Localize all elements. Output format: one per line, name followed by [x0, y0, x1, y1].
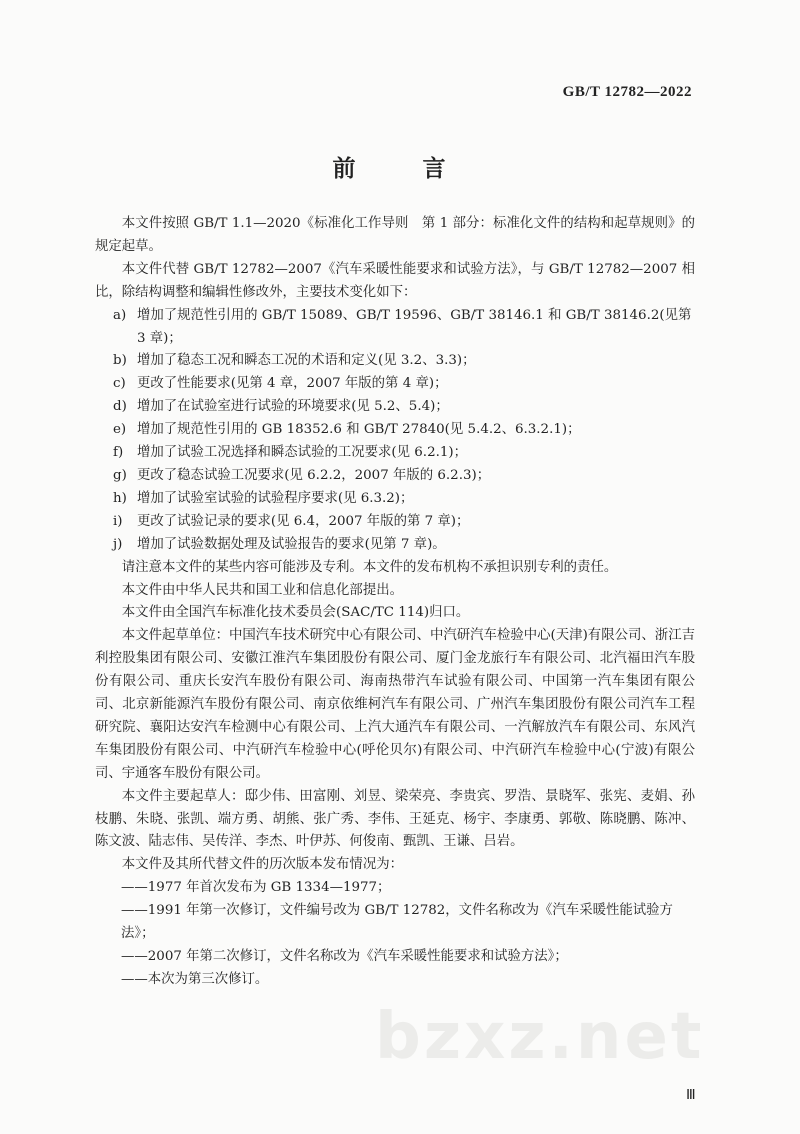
paragraph: 本文件由全国汽车标准化技术委员会(SAC/TC 114)归口。 — [121, 605, 470, 621]
history-list — [95, 877, 695, 992]
list-item-text: 更改了性能要求(见第 4 章，2007 年版的第 4 章)； — [137, 376, 448, 392]
history-item: ——1977 年首次发布为 GB 1334—1977； — [121, 880, 391, 896]
standard-code: GB/T 12782—2022 — [562, 84, 692, 100]
list-item-text: 增加了规范性引用的 GB/T 15089、GB/T 19596、GB/T 38146.1 和 GB/T 38146.2(见第 3 章)； — [137, 307, 692, 346]
list-item-tag: c) — [113, 376, 126, 392]
list-item — [95, 373, 695, 396]
list-item — [95, 488, 695, 511]
list-item — [95, 350, 695, 373]
list-item-text: 更改了稳态试验工况要求(见 6.2.2，2007 年版的 6.2.3)； — [137, 467, 491, 483]
watermark: bzxz.net — [375, 1000, 705, 1074]
list-item-text: 增加了在试验室进行试验的环境要求(见 5.2、5.4)； — [137, 399, 449, 415]
list-item-text: 更改了试验记录的要求(见 6.4，2007 年版的第 7 章)； — [137, 513, 470, 529]
paragraph: 请注意本文件的某些内容可能涉及专利。本文件的发布机构不承担识别专利的责任。 — [121, 559, 618, 575]
list-item-text: 增加了试验数据处理及试验报告的要求(见第 7 章)。 — [137, 536, 446, 552]
list-item-tag: i) — [113, 513, 123, 529]
list-item — [95, 305, 695, 351]
list-item-text: 增加了试验工况选择和瞬态试验的工况要求(见 6.2.1)； — [137, 445, 467, 461]
list-item-tag: h) — [113, 490, 127, 506]
list-item — [95, 396, 695, 419]
paragraph: 本文件及其所代替文件的历次版本发布情况为： — [121, 857, 403, 873]
list-item-tag: d) — [113, 399, 127, 415]
list-item — [95, 534, 695, 557]
page-number: Ⅲ — [686, 1088, 696, 1103]
list-item-text: 增加了规范性引用的 GB 18352.6 和 GB/T 27840(见 5.4.2、6.3.2.1)； — [137, 422, 581, 438]
list-item-tag: a) — [113, 307, 127, 323]
list-item-text: 增加了稳态工况和瞬态工况的术语和定义(见 3.2、3.3)； — [137, 353, 476, 369]
history-item: ——2007 年第二次修订，文件名称改为《汽车采暖性能要求和试验方法》； — [121, 949, 568, 964]
changes-list — [95, 305, 695, 557]
paragraph: 本文件由中华人民共和国工业和信息化部提出。 — [121, 582, 403, 598]
history-item: ——本次为第三次修订。 — [121, 971, 269, 987]
page-title: 前 言 — [332, 156, 468, 182]
history-item: ——1991 年第一次修订，文件编号改为 GB/T 12782，文件名称改为《汽车采暖性能试验方法》； — [121, 903, 673, 942]
preface-body — [95, 213, 695, 992]
list-item-tag: j) — [113, 536, 123, 552]
drafters-paragraph: 本文件主要起草人：邸少伟、田富刚、刘昱、梁荣亮、李贵宾、罗浩、景晓军、张宪、麦娟、孙枝鹏、朱晓、张凯、端方勇、胡熊、张广秀、李伟、王延克、杨宇、李康勇、郭敬、陈晓鹏、陈冲、陈文波、陆志伟、吴传洋、李杰、叶伊苏、何俊南、甄凯、王谦、吕岩。 — [95, 788, 695, 850]
list-item — [95, 511, 695, 534]
list-item-tag: g) — [113, 467, 127, 483]
list-item-text: 增加了试验室试验的试验程序要求(见 6.3.2)； — [137, 490, 414, 506]
list-item — [95, 465, 695, 488]
list-item — [95, 442, 695, 465]
list-item-tag: e) — [113, 422, 127, 438]
paragraph: 本文件按照 GB/T 1.1—2020《标准化工作导则 第 1 部分：标准化文件的结构和起草规则》的规定起草。 — [95, 216, 695, 254]
list-item-tag: b) — [113, 353, 127, 369]
list-item — [95, 419, 695, 442]
paragraph: 本文件代替 GB/T 12782—2007《汽车采暖性能要求和试验方法》，与 GB/T 12782—2007 相比，除结构调整和编辑性修改外，主要技术变化如下： — [95, 261, 695, 300]
drafting-units-paragraph: 本文件起草单位：中国汽车技术研究中心有限公司、中汽研汽车检验中心(天津)有限公司、浙江吉利控股集团有限公司、安徽江淮汽车集团股份有限公司、厦门金龙旅行车有限公司、北汽福田汽车股份有限公司、重庆长安汽车股份有限公司、海南热带汽车试验有限公司、中国第一汽车集团有限公司、北京新能源汽车股份有限公司、南京依维柯汽车有限公司、广州汽车集团股份有限公司汽车工程研究院、襄阳达安汽车检测中心有限公司、上汽大通汽车有限公司、一汽解放汽车有限公司、东风汽车集团股份有限公司、中汽研汽车检验中心(呼伦贝尔)有限公司、中汽研汽车检验中心(宁波)有限公司、宇通客车股份有限公司。 — [95, 628, 695, 781]
list-item-tag: f) — [113, 445, 124, 461]
